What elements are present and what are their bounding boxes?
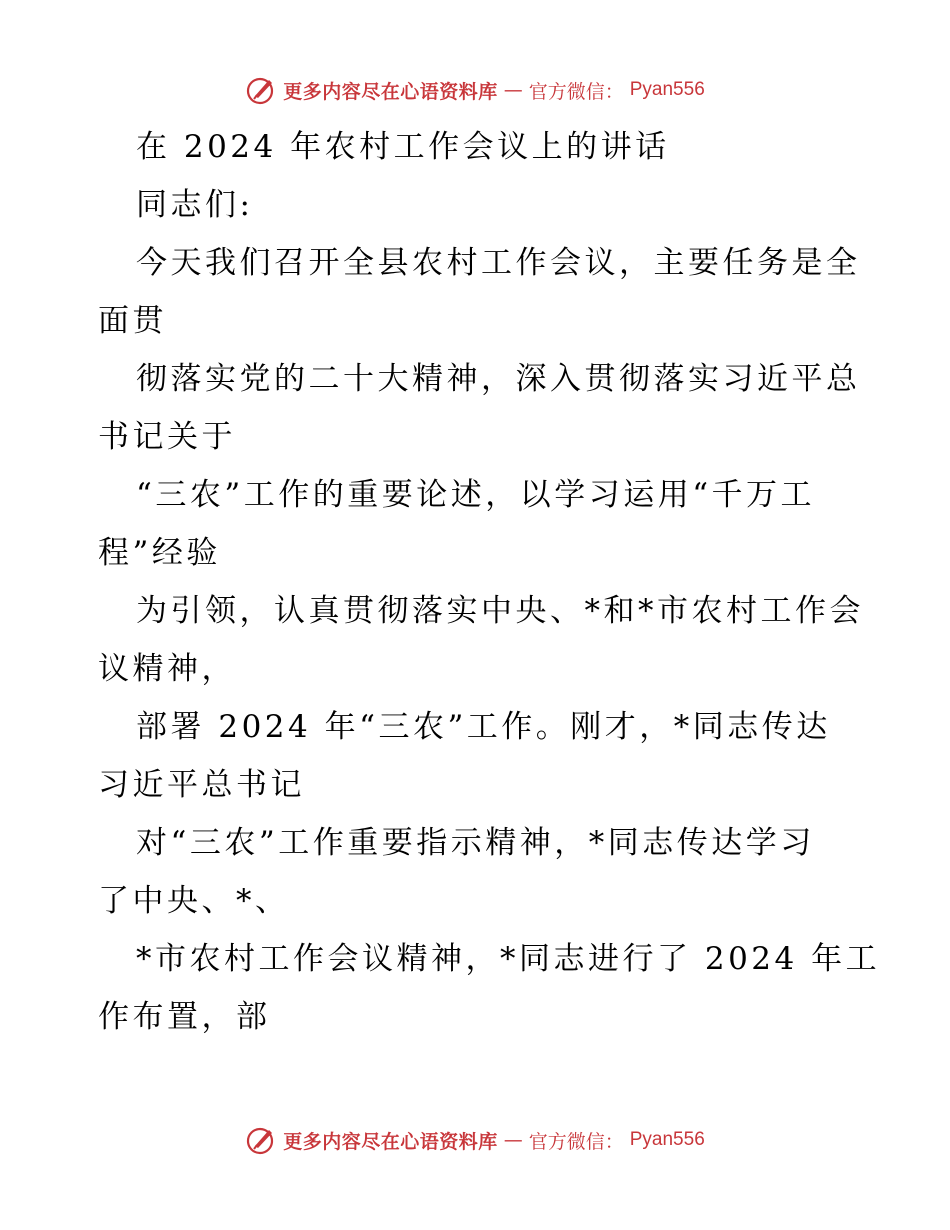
paragraph-line: 为引领，认真贯彻落实中央、*和*市农村工作会 <box>136 593 864 629</box>
paragraph-line: 今天我们召开全县农村工作会议，主要任务是全 <box>136 245 861 281</box>
quill-logo-icon <box>245 1124 277 1156</box>
paragraph-line: 议精神， <box>98 651 236 687</box>
banner-dash: — <box>503 79 523 101</box>
paragraph-line: 面贯 <box>98 303 167 339</box>
quill-logo-icon <box>245 74 277 106</box>
wechat-label: 官方微信： <box>528 1130 624 1153</box>
paragraph-line: 作布置，部 <box>98 999 271 1035</box>
promo-text: 更多内容尽在心语资料库 <box>283 1130 498 1153</box>
header-watermark-banner <box>0 70 950 110</box>
paragraph-line: *市农村工作会议精神，*同志进行了 2024 年工 <box>136 941 881 977</box>
paragraph-line: 对“三农”工作重要指示精神，*同志传达学习 <box>136 825 815 861</box>
promo-text: 更多内容尽在心语资料库 <box>283 80 498 103</box>
wechat-id: Pyan556 <box>629 79 705 100</box>
paragraph-line: “三农”工作的重要论述，以学习运用“千万工 <box>136 477 816 513</box>
footer-watermark-banner <box>0 1120 950 1160</box>
paragraph-line: 习近平总书记 <box>98 767 305 803</box>
wechat-label: 官方微信： <box>528 80 624 103</box>
paragraph-line: 彻落实党的二十大精神，深入贯彻落实习近平总 <box>136 361 861 397</box>
paragraph-line: 书记关于 <box>98 419 236 455</box>
wechat-id: Pyan556 <box>629 1129 705 1150</box>
document-body <box>98 118 881 1046</box>
paragraph-line: 部署 2024 年“三农”工作。刚才，*同志传达 <box>136 709 831 745</box>
paragraph-line: 程”经验 <box>98 535 221 571</box>
paragraph-line: 了中央、*、 <box>98 883 290 919</box>
salutation: 同志们: <box>136 187 254 223</box>
banner-dash: — <box>503 1129 523 1151</box>
document-title: 在 2024 年农村工作会议上的讲话 <box>136 129 670 165</box>
